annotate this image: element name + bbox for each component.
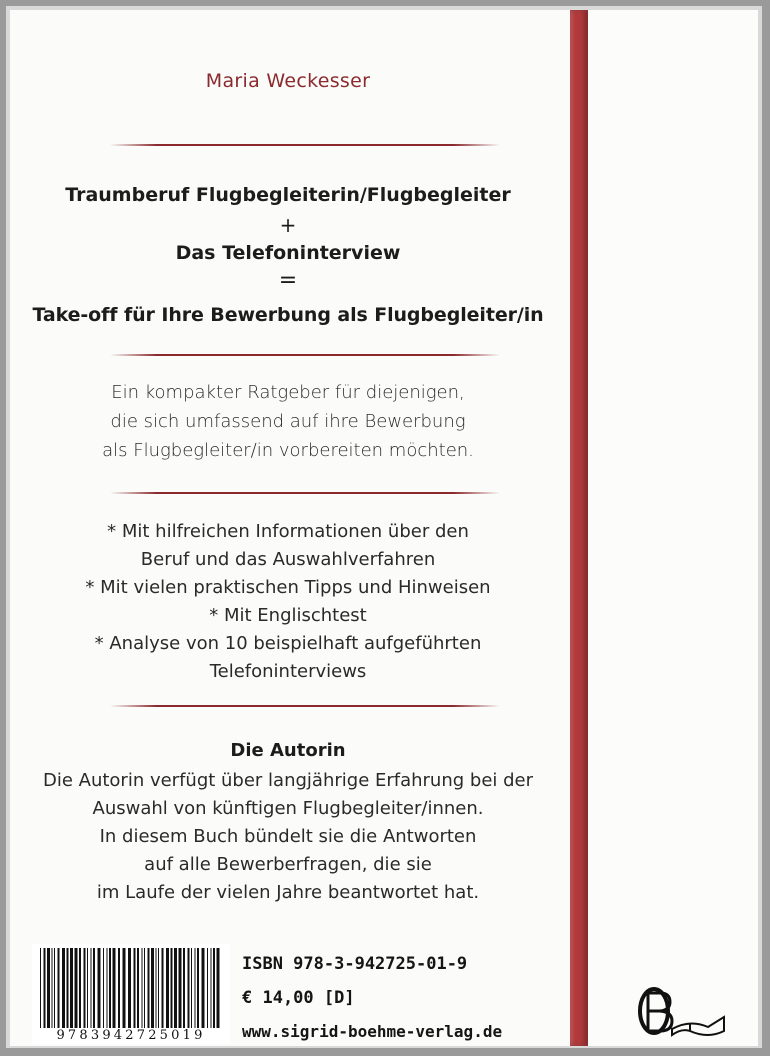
divider [110,354,500,356]
barcode-bar [47,948,50,1028]
barcode-bar [213,948,215,1028]
bio-text [10,767,566,907]
barcode-bar [79,948,81,1028]
barcode-bar [207,948,208,1028]
barcode-bar [217,948,220,1028]
price: € 14,00 [D] [242,988,355,1008]
barcode-bar [128,948,131,1028]
barcode-bar [171,948,173,1028]
barcode-bar [98,948,101,1028]
title-line-2: Das Telefoninterview [175,242,401,264]
barcode-bar [67,948,69,1028]
barcode-bar [151,948,154,1028]
feature-list [10,518,566,686]
barcode-bar [191,948,192,1028]
barcode-bar [148,948,150,1028]
blurb [10,378,566,465]
barcode-bar [40,948,41,1028]
feature-line: Beruf und das Auswahlverfahren [140,549,436,570]
barcode-bar [54,948,55,1028]
barcode-bar [158,948,159,1028]
barcode-bar [58,948,60,1028]
barcode-bar [91,948,92,1028]
title-equals-sign: = [278,268,298,293]
barcode-bar [144,948,145,1028]
bio-line: Die Autorin verfügt über langjährige Erfahrung bei der [42,770,534,791]
blurb-line: als Flugbegleiter/in vorbereiten möchten. [102,440,474,461]
isbn: ISBN 978-3-942725-01-9 [242,954,468,974]
bio-heading: Die Autorin [230,740,346,761]
barcode-bar [197,948,199,1028]
barcode-bar [179,948,182,1028]
barcode-bar [52,948,53,1028]
feature-line: * Mit Englischtest [209,605,367,626]
barcode [32,944,230,1044]
right-panel [588,10,758,1046]
website: www.sigrid-boehme-verlag.de [242,1022,503,1041]
barcode-bar [118,948,120,1028]
barcode-bar [195,948,196,1028]
barcode-bar [142,948,143,1028]
barcode-bar [93,948,95,1028]
divider [110,144,500,146]
bio-line: In diesem Buch bündelt sie die Antworten [99,826,477,847]
feature-line: * Analyse von 10 beispielhaft aufgeführten [94,633,482,654]
barcode-bar [75,948,78,1028]
barcode-bar [134,948,136,1028]
bio-line: Auswahl von künftigen Flugbegleiter/innen. [92,798,484,819]
blurb-line: die sich umfassend auf ihre Bewerbung [110,411,466,432]
barcode-bar [107,948,108,1028]
barcode-bar [137,948,139,1028]
spine-strip [570,10,588,1046]
divider [110,705,500,707]
barcode-bar [87,948,88,1028]
barcode-bar [174,948,177,1028]
author-name: Maria Weckesser [205,70,371,92]
barcode-bar [183,948,185,1028]
barcode-bar [44,948,46,1028]
bio-line: auf alle Bewerberfragen, die sie [144,854,432,875]
title-plus-sign: + [279,213,297,237]
feature-line: * Mit hilfreichen Informationen über den [107,521,469,542]
barcode-bar [202,948,205,1028]
barcode-bar [166,948,169,1028]
bio-line: im Laufe der vielen Jahre beantwortet hat. [96,882,480,903]
barcode-bar [62,948,65,1028]
barcode-bar [211,948,212,1028]
barcode-number: 9783942725019 [32,1028,230,1044]
barcode-bar [84,948,86,1028]
barcode-bar [70,948,73,1028]
barcode-bar [123,948,126,1028]
barcode-bar [109,948,111,1028]
title-line-3: Take-off für Ihre Bewerbung als Flugbegleiter/in [32,304,544,326]
barcode-bar [156,948,157,1028]
blurb-line: Ein kompakter Ratgeber für diejenigen, [111,382,465,403]
feature-line: Telefoninterviews [209,661,367,682]
publisher-logo-icon [632,985,728,1039]
title-line-1: Traumberuf Flugbegleiterin/Flugbegleiter [65,184,511,206]
barcode-bar [162,948,164,1028]
barcode-bar [113,948,116,1028]
barcode-bar [188,948,190,1028]
feature-line: * Mit vielen praktischen Tipps und Hinweisen [85,577,491,598]
divider [110,492,500,494]
barcode-bar [103,948,104,1028]
barcode-bars [32,944,230,1028]
book-back-cover [10,10,758,1046]
